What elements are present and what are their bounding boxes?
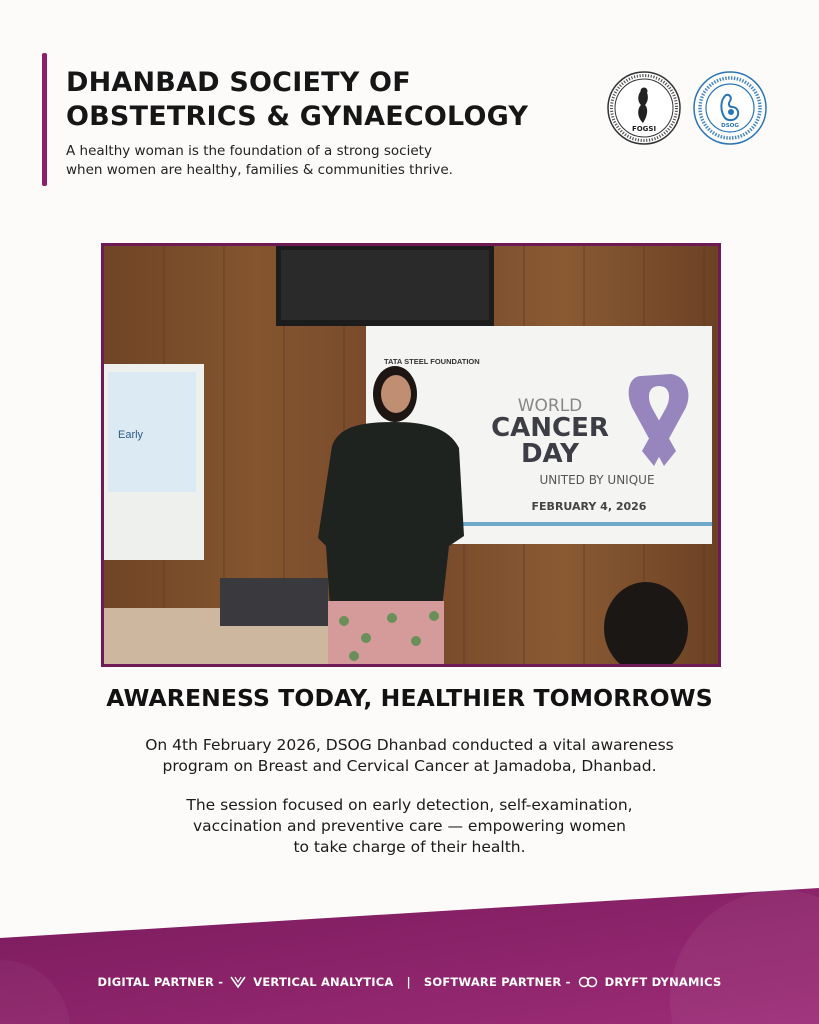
svg-text:DSOG: DSOG [721, 123, 739, 129]
description-paragraph-1: On 4th February 2026, DSOG Dhanbad conducted a vital awareness program on Breast and Cervical Cancer at Jamadoba, Dhanbad. [145, 736, 674, 775]
svg-text:FEBRUARY 4, 2026: FEBRUARY 4, 2026 [531, 500, 647, 513]
svg-text:TATA STEEL FOUNDATION: TATA STEEL FOUNDATION [384, 357, 480, 366]
svg-text:Early: Early [118, 429, 144, 441]
tagline: A healthy woman is the foundation of a strong society when women are healthy, families & communities thrive. [66, 143, 453, 178]
software-partner-label: SOFTWARE PARTNER - [423, 975, 571, 989]
fogsi-logo [607, 71, 681, 145]
dsog-logo [693, 71, 767, 145]
dryft-dynamics-icon [578, 976, 598, 988]
software-partner-name: DRYFT DYNAMICS [604, 975, 722, 989]
fogsi-logo-text: FOGSI [631, 125, 657, 133]
digital-partner-name: VERTICAL ANALYTICA [253, 975, 394, 989]
headline: AWARENESS TODAY, HEALTHIER TOMORROWS [106, 684, 713, 712]
society-title: DHANBAD SOCIETY OF OBSTETRICS & GYNAECOLOGY [66, 67, 529, 132]
digital-partner-label: DIGITAL PARTNER - [97, 975, 224, 989]
vertical-analytica-icon [230, 975, 246, 989]
footer-band [0, 880, 819, 1024]
svg-text:UNITED BY UNIQUE: UNITED BY UNIQUE [539, 473, 655, 487]
svg-text:WORLD: WORLD [517, 396, 583, 416]
partner-footer [0, 975, 819, 989]
accent-bar [42, 53, 47, 186]
description-paragraph-2: The session focused on early detection, self-examination, vaccination and preventive care — empowering women to take charge of their health. [186, 796, 633, 856]
event-photo [101, 243, 721, 667]
svg-text:CANCER: CANCER [491, 413, 609, 443]
footer-separator: | [406, 975, 411, 989]
svg-text:DAY: DAY [520, 439, 580, 469]
